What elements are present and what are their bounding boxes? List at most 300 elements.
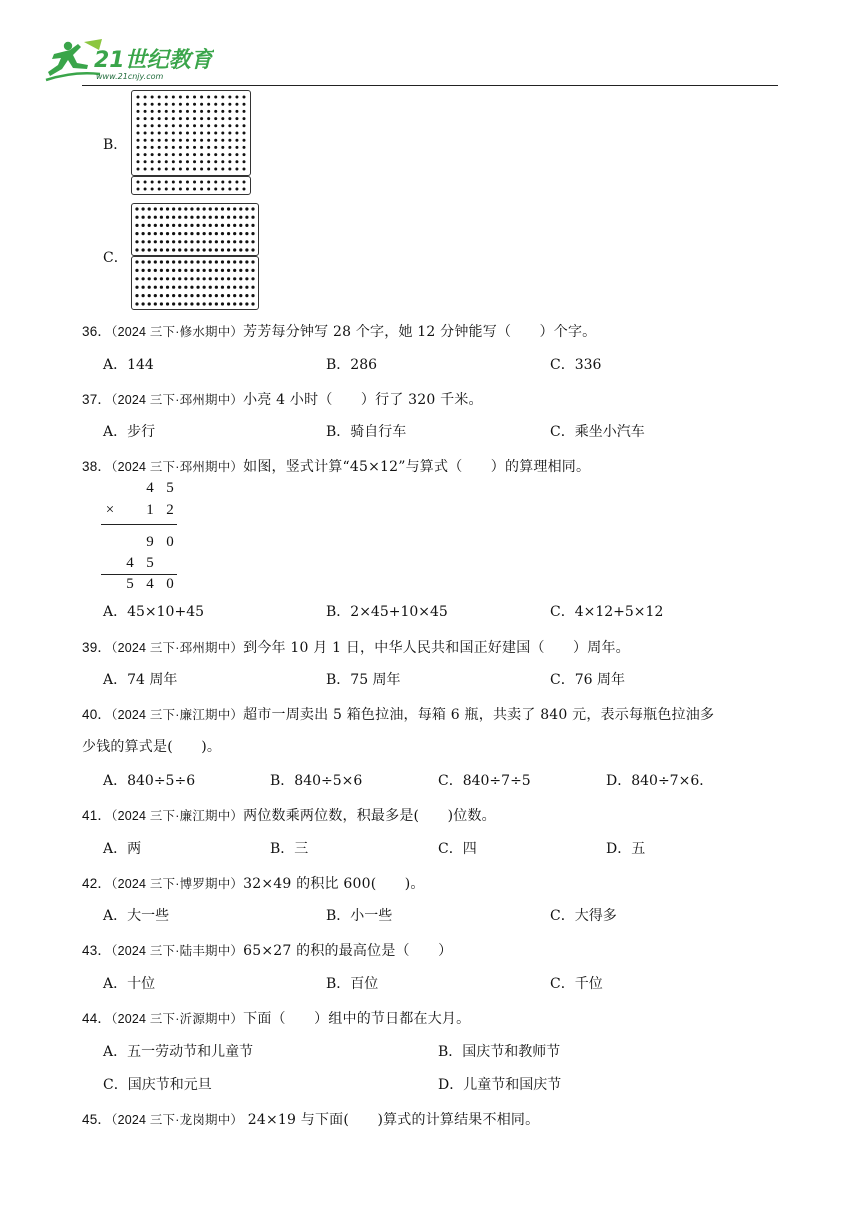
option-b: B．2×45+10×45 [326, 604, 448, 620]
grid-dot [165, 96, 168, 99]
grid-dot [239, 240, 242, 243]
grid-dot [166, 302, 169, 305]
grid-dot [221, 232, 224, 235]
grid-dot [142, 302, 145, 305]
grid-dot [221, 110, 224, 113]
grid-dot [243, 124, 246, 127]
grid-dot [172, 240, 175, 243]
calc-row: 4 5 [146, 480, 174, 496]
grid-dot [228, 168, 231, 171]
grid-dot [166, 248, 169, 251]
grid-dot [228, 124, 231, 127]
grid-dot [151, 188, 154, 191]
grid-dot [200, 96, 203, 99]
grid-dot [207, 103, 210, 106]
grid-dot [179, 168, 182, 171]
grid-dot [207, 188, 210, 191]
grid-dot [251, 277, 254, 280]
grid-dot [214, 168, 217, 171]
grid-dot [233, 224, 236, 227]
grid-dot [179, 181, 182, 184]
grid-dot [148, 232, 151, 235]
grid-dot [193, 181, 196, 184]
grid-dot [233, 216, 236, 219]
grid-dot [144, 103, 147, 106]
grid-dot [135, 294, 138, 297]
grid-dot [221, 277, 224, 280]
grid-dot [207, 124, 210, 127]
grid-dot [137, 132, 140, 135]
grid-dot [151, 168, 154, 171]
grid-dot [200, 124, 203, 127]
grid-dot [203, 294, 206, 297]
grid-dot [243, 110, 246, 113]
grid-dot [178, 248, 181, 251]
grid-dot [215, 269, 218, 272]
grid-dot [251, 232, 254, 235]
grid-dot [158, 181, 161, 184]
grid-dot [142, 224, 145, 227]
grid-dot [227, 260, 230, 263]
calc-row: 5 4 0 [126, 576, 174, 592]
grid-dot [209, 232, 212, 235]
question-39 [82, 636, 630, 657]
grid-dot [148, 286, 151, 289]
grid-dot [227, 277, 230, 280]
grid-dot [221, 103, 224, 106]
grid-dot [209, 277, 212, 280]
question-text: 下面（ ）组中的节日都在大月。 [243, 1011, 471, 1027]
option-c: C．大得多 [550, 908, 617, 924]
grid-dot [239, 302, 242, 305]
question-text: 小亮 4 小时（ ）行了 320 千米。 [243, 392, 483, 408]
grid-dot [186, 132, 189, 135]
grid-dot [193, 103, 196, 106]
grid-dot [172, 160, 175, 163]
grid-dot [179, 132, 182, 135]
grid-dot [154, 216, 157, 219]
grid-dot [160, 294, 163, 297]
grid-dot [151, 124, 154, 127]
grid-dot [165, 188, 168, 191]
grid-dot [144, 96, 147, 99]
grid-dot [144, 146, 147, 149]
dot-grid-b-top [131, 90, 251, 176]
grid-dot [203, 224, 206, 227]
grid-dot [243, 160, 246, 163]
grid-dot [184, 248, 187, 251]
question-text: 超市一周卖出 5 箱色拉油，每箱 6 瓶，共卖了 840 元，表示每瓶色拉油多 [243, 707, 715, 723]
grid-dot [227, 224, 230, 227]
grid-dot [203, 302, 206, 305]
grid-dot [186, 160, 189, 163]
grid-dot [227, 207, 230, 210]
grid-dot [239, 216, 242, 219]
calc-row: 4 5 [126, 555, 154, 571]
grid-dot [221, 269, 224, 272]
grid-dot [207, 153, 210, 156]
grid-dot [179, 153, 182, 156]
grid-dot [196, 294, 199, 297]
grid-dot [172, 207, 175, 210]
grid-dot [179, 110, 182, 113]
grid-dot [151, 181, 154, 184]
grid-dot [207, 96, 210, 99]
grid-dot [160, 302, 163, 305]
grid-dot [160, 277, 163, 280]
grid-dot [200, 110, 203, 113]
option-d: D．五 [606, 841, 646, 857]
grid-dot [178, 216, 181, 219]
grid-dot [190, 269, 193, 272]
grid-dot [166, 224, 169, 227]
option-b: B．75 周年 [326, 672, 401, 688]
grid-dot [245, 260, 248, 263]
grid-dot [209, 302, 212, 305]
grid-dot [190, 207, 193, 210]
grid-dot [214, 132, 217, 135]
grid-dot [178, 286, 181, 289]
grid-dot [179, 96, 182, 99]
grid-dot [235, 153, 238, 156]
grid-dot [154, 294, 157, 297]
grid-dot [172, 260, 175, 263]
grid-dot [243, 103, 246, 106]
grid-dot [209, 260, 212, 263]
grid-dot [137, 153, 140, 156]
grid-dot [142, 240, 145, 243]
grid-dot [186, 103, 189, 106]
grid-dot [221, 124, 224, 127]
page-header [0, 0, 860, 90]
question-44 [82, 1007, 470, 1028]
grid-dot [178, 260, 181, 263]
grid-dot [151, 96, 154, 99]
grid-dot [135, 260, 138, 263]
grid-dot [148, 260, 151, 263]
grid-dot [251, 207, 254, 210]
grid-dot [203, 286, 206, 289]
grid-dot [243, 188, 246, 191]
grid-dot [172, 232, 175, 235]
grid-dot [239, 224, 242, 227]
grid-dot [243, 139, 246, 142]
grid-dot [214, 146, 217, 149]
grid-dot [245, 232, 248, 235]
grid-dot [186, 110, 189, 113]
option-b: B．骑自行车 [326, 424, 407, 440]
grid-dot [207, 132, 210, 135]
grid-dot [221, 188, 224, 191]
grid-dot [158, 117, 161, 120]
grid-dot [158, 153, 161, 156]
grid-dot [215, 232, 218, 235]
grid-dot [160, 286, 163, 289]
grid-dot [137, 124, 140, 127]
question-number: 37． [82, 392, 112, 407]
grid-dot [239, 269, 242, 272]
question-number: 44． [82, 1011, 112, 1026]
grid-dot [148, 207, 151, 210]
grid-dot [158, 146, 161, 149]
grid-dot [209, 248, 212, 251]
grid-dot [166, 240, 169, 243]
grid-dot [227, 216, 230, 219]
option-c: C．4×12+5×12 [550, 604, 664, 620]
grid-dot [203, 240, 206, 243]
question-source: （2024 三下·邳州期中） [111, 641, 244, 655]
grid-dot [215, 240, 218, 243]
grid-dot [172, 216, 175, 219]
option-b: B．国庆节和教师节 [438, 1044, 561, 1060]
grid-dot [207, 117, 210, 120]
grid-dot [158, 132, 161, 135]
grid-dot [251, 286, 254, 289]
grid-dot [228, 188, 231, 191]
grid-dot [214, 181, 217, 184]
grid-dot [196, 269, 199, 272]
grid-dot [245, 302, 248, 305]
grid-dot [179, 117, 182, 120]
question-source: （2024 三下·龙岗期中） [111, 1113, 244, 1127]
grid-dot [172, 117, 175, 120]
grid-dot [221, 168, 224, 171]
grid-dot [221, 160, 224, 163]
grid-dot [215, 302, 218, 305]
option-c: C．国庆节和元旦 [103, 1077, 212, 1093]
grid-dot [166, 294, 169, 297]
grid-dot [215, 216, 218, 219]
grid-dot [235, 117, 238, 120]
calc-row: 9 0 [146, 534, 174, 550]
grid-dot [144, 181, 147, 184]
grid-dot [221, 181, 224, 184]
grid-dot [158, 168, 161, 171]
grid-dot [184, 286, 187, 289]
question-42 [82, 872, 425, 893]
grid-dot [137, 188, 140, 191]
grid-dot [209, 240, 212, 243]
grid-dot [135, 224, 138, 227]
option-a: A．大一些 [103, 908, 170, 924]
grid-dot [160, 269, 163, 272]
grid-dot [142, 207, 145, 210]
grid-dot [154, 277, 157, 280]
grid-dot [172, 139, 175, 142]
grid-dot [228, 153, 231, 156]
question-source: （2024 三下·邳州期中） [111, 460, 244, 474]
grid-dot [137, 96, 140, 99]
grid-dot [186, 124, 189, 127]
grid-dot [221, 117, 224, 120]
grid-dot [186, 96, 189, 99]
grid-dot [203, 232, 206, 235]
grid-dot [214, 160, 217, 163]
grid-dot [144, 160, 147, 163]
question-43 [82, 939, 452, 960]
grid-dot [137, 146, 140, 149]
grid-dot [245, 294, 248, 297]
grid-dot [239, 248, 242, 251]
grid-dot [203, 260, 206, 263]
grid-dot [233, 260, 236, 263]
grid-dot [215, 286, 218, 289]
grid-dot [235, 168, 238, 171]
grid-dot [142, 277, 145, 280]
grid-dot [251, 260, 254, 263]
grid-dot [200, 181, 203, 184]
grid-dot [151, 139, 154, 142]
option-a: A．两 [103, 841, 142, 857]
grid-dot [160, 260, 163, 263]
grid-dot [172, 96, 175, 99]
grid-dot [221, 132, 224, 135]
grid-dot [186, 168, 189, 171]
grid-dot [215, 224, 218, 227]
grid-dot [172, 181, 175, 184]
grid-dot [221, 216, 224, 219]
grid-dot [184, 302, 187, 305]
grid-dot [221, 139, 224, 142]
grid-dot [135, 248, 138, 251]
grid-dot [160, 240, 163, 243]
grid-dot [245, 277, 248, 280]
grid-dot [227, 286, 230, 289]
option-a: A．840÷5÷6 [103, 773, 196, 789]
dot-grid-c-top [131, 203, 259, 256]
grid-dot [228, 139, 231, 142]
grid-dot [235, 124, 238, 127]
grid-dot [160, 248, 163, 251]
grid-dot [228, 181, 231, 184]
question-source: （2024 三下·邳州期中） [111, 393, 244, 407]
grid-dot [154, 260, 157, 263]
question-number: 38． [82, 459, 112, 474]
grid-dot [137, 168, 140, 171]
grid-dot [228, 132, 231, 135]
grid-dot [137, 181, 140, 184]
grid-dot [165, 117, 168, 120]
grid-dot [142, 260, 145, 263]
grid-dot [178, 207, 181, 210]
grid-dot [144, 153, 147, 156]
grid-dot [178, 302, 181, 305]
grid-dot [243, 146, 246, 149]
grid-dot [184, 260, 187, 263]
grid-dot [235, 96, 238, 99]
option-c-label: C． [103, 250, 128, 266]
grid-dot [154, 302, 157, 305]
grid-dot [172, 103, 175, 106]
grid-dot [235, 181, 238, 184]
grid-dot [172, 224, 175, 227]
calc-line-1 [101, 524, 177, 525]
question-source: （2024 三下·廉江期中） [111, 809, 244, 823]
grid-dot [137, 160, 140, 163]
grid-dot [243, 181, 246, 184]
grid-dot [165, 103, 168, 106]
vertical-calculation [103, 480, 183, 595]
grid-dot [151, 117, 154, 120]
grid-dot [148, 302, 151, 305]
option-b: B．三 [270, 841, 309, 857]
grid-dot [196, 224, 199, 227]
calc-row: × 1 2 [105, 502, 174, 518]
grid-dot [193, 110, 196, 113]
grid-dot [221, 302, 224, 305]
grid-dot [227, 232, 230, 235]
option-b: B．百位 [326, 976, 379, 992]
grid-dot [245, 216, 248, 219]
grid-dot [200, 160, 203, 163]
logo-21cnjy [44, 38, 214, 82]
grid-dot [203, 269, 206, 272]
grid-dot [207, 160, 210, 163]
grid-dot [151, 103, 154, 106]
runner-icon [46, 42, 100, 80]
grid-dot [245, 269, 248, 272]
question-text: 两位数乘两位数，积最多是( )位数。 [243, 808, 496, 824]
grid-dot [233, 207, 236, 210]
grid-dot [154, 269, 157, 272]
grid-dot [233, 302, 236, 305]
grid-dot [196, 232, 199, 235]
grid-dot [148, 240, 151, 243]
question-37 [82, 388, 483, 409]
grid-dot [172, 153, 175, 156]
option-b: B．小一些 [326, 908, 393, 924]
grid-dot [160, 232, 163, 235]
grid-dot [158, 110, 161, 113]
grid-dot [151, 132, 154, 135]
grid-dot [166, 207, 169, 210]
question-number: 41． [82, 808, 112, 823]
grid-dot [165, 160, 168, 163]
grid-dot [193, 146, 196, 149]
calc-line-2 [101, 574, 177, 575]
grid-dot [135, 277, 138, 280]
grid-dot [144, 168, 147, 171]
option-b: B．840÷5×6 [270, 773, 363, 789]
grid-dot [178, 294, 181, 297]
grid-dot [251, 216, 254, 219]
grid-dot [193, 139, 196, 142]
grid-dot [166, 260, 169, 263]
grid-dot [160, 216, 163, 219]
question-text: 32×49 的积比 600( )。 [243, 876, 425, 892]
grid-dot [193, 96, 196, 99]
grid-dot [151, 110, 154, 113]
grid-dot [190, 232, 193, 235]
grid-dot [221, 146, 224, 149]
grid-dot [209, 224, 212, 227]
option-c: C．840÷7÷5 [438, 773, 531, 789]
grid-dot [221, 153, 224, 156]
grid-dot [200, 188, 203, 191]
grid-dot [184, 224, 187, 227]
dot-grid-b-bottom [131, 176, 251, 195]
grid-dot [166, 277, 169, 280]
grid-dot [154, 240, 157, 243]
option-c: C．乘坐小汽车 [550, 424, 645, 440]
grid-dot [193, 117, 196, 120]
grid-dot [172, 294, 175, 297]
grid-dot [142, 294, 145, 297]
grid-dot [137, 103, 140, 106]
grid-dot [200, 139, 203, 142]
grid-dot [144, 117, 147, 120]
question-36 [82, 320, 596, 341]
